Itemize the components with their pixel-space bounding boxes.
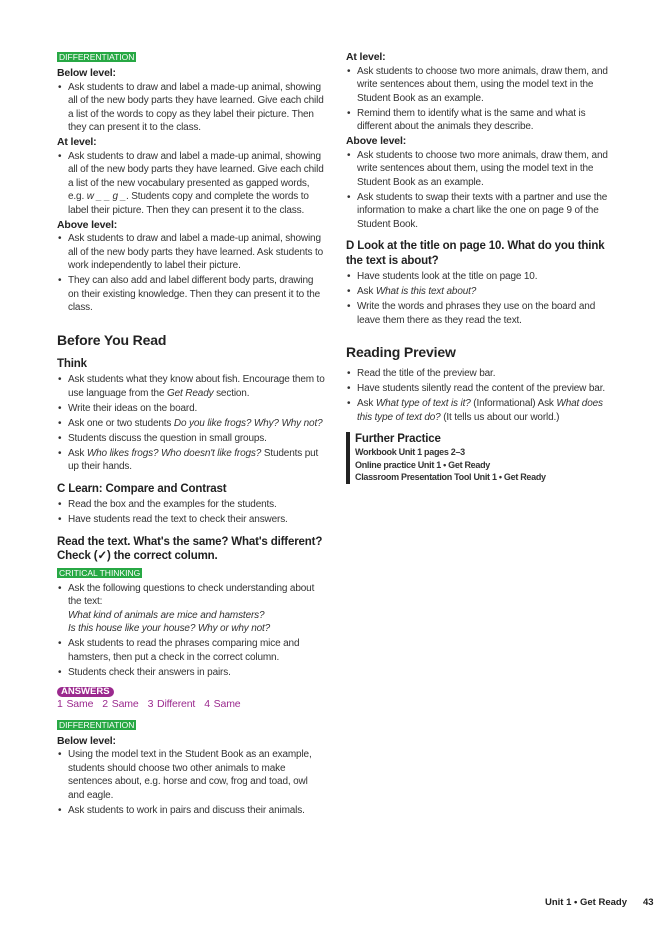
page-number: 43: [642, 897, 654, 908]
text-segment: Ask students to choose two more animals, draw them, and write sentences about them, using the model text in the Student Book as an example.: [357, 65, 608, 104]
list-item: [57, 274, 325, 315]
answer-item: 3 Different: [147, 698, 196, 710]
list-item: [57, 432, 325, 446]
text-segment: Ask the following questions to check understanding about the text:: [68, 582, 315, 607]
further-practice-line: Workbook Unit 1 pages 2–3: [355, 447, 465, 457]
list-item: [57, 582, 325, 636]
text-segment: (It tells us about our world.): [440, 411, 560, 423]
text-segment: Read the title of the preview bar.: [357, 368, 496, 379]
text-segment: Remind them to identify what is the same and what is different about the animals they describe.: [357, 107, 586, 132]
text-segment: Is this house like your house? Why or why not?: [68, 623, 271, 634]
text-segment: Do you like frogs? Why? Why not?: [173, 417, 323, 429]
text-segment: Ask students what they know about fish. Encourage them to use language from the: [68, 374, 325, 399]
list-item: [57, 417, 325, 431]
text-segment: What is this text about?: [375, 286, 477, 297]
list-item: [346, 270, 618, 284]
level-heading: Below level:: [57, 734, 116, 747]
tag-wrap: [57, 50, 325, 66]
list-item: [57, 373, 325, 400]
bullet-list: [57, 498, 325, 527]
level-heading: Above level:: [346, 135, 407, 147]
text-segment: Have students silently read the content of the preview bar.: [357, 383, 605, 394]
tag-wrap: [57, 681, 325, 699]
text-segment: (Informational) Ask: [470, 398, 557, 409]
text-segment: Write the words and phrases they use on the board and leave them there as they read the text.: [357, 301, 596, 326]
text-segment: Ask: [357, 398, 376, 409]
text-segment: Ask students to swap their texts with a partner and use the information to make a chart like the one on page 9 of the Student Book.: [357, 191, 608, 230]
tag-wrap: [57, 566, 325, 582]
tag-wrap: [57, 718, 325, 734]
text-segment: Ask students to work in pairs and discuss their animals.: [68, 804, 305, 816]
text-segment: . Students copy and complete the words to label their picture. Then they can present it to the class.: [68, 191, 309, 216]
further-practice-title: Further Practice: [355, 433, 441, 445]
further-practice-line: Online practice Unit 1 • Get Ready: [355, 459, 490, 470]
text-segment: What type of text is it?: [375, 398, 471, 409]
bullet-list: [57, 373, 325, 474]
list-item: [57, 81, 325, 135]
text-segment: Ask students to draw and label a made-up animal, showing all of the new body parts they have learned. Ask students to work independently to label their picture.: [68, 233, 324, 271]
activity-heading: D Look at the title on page 10. What do you think the text is about?: [346, 240, 605, 267]
text-segment: Write their ideas on the board.: [68, 402, 198, 414]
list-item: [57, 666, 325, 680]
text-segment: Ask students to read the phrases comparing mice and hamsters, then put a check in the correct column.: [68, 638, 300, 663]
text-segment: Students check their answers in pairs.: [68, 666, 231, 678]
text-segment: Ask one or two students: [68, 417, 174, 429]
section-tag: CRITICAL THINKING: [59, 567, 141, 578]
text-segment: Read the box and the examples for the students.: [68, 499, 277, 510]
list-item: [346, 149, 618, 190]
bullet-list: [346, 65, 618, 134]
list-item: [346, 367, 618, 381]
answers-tag: ANSWERS: [57, 687, 114, 697]
list-item: [346, 300, 618, 327]
list-item: [346, 397, 618, 424]
bullet-list: [346, 367, 618, 424]
page-footer: [545, 897, 654, 908]
text-segment: Students put up their hands.: [68, 447, 319, 472]
list-item: [57, 748, 325, 802]
activity-heading: Read the text. What's the same? What's different? Check (✓) the correct column.: [57, 535, 323, 562]
level-heading: Below level:: [57, 67, 116, 79]
further-practice-box: [346, 432, 618, 484]
bullet-list: [57, 748, 325, 817]
text-segment: What does this type of text do?: [357, 398, 603, 423]
activity-heading: C Learn: Compare and Contrast: [57, 482, 227, 495]
list-item: [57, 637, 325, 664]
text-segment: Ask students to draw and label a made-up animal, showing all of the new body parts they have learned. Give each child a list of the words to copy as they label their picture. Then they can present it to the class.: [68, 81, 324, 133]
further-practice-line: Classroom Presentation Tool Unit 1 • Get Ready: [355, 472, 546, 482]
bullet-list: [57, 150, 325, 218]
left-column: [57, 50, 325, 819]
list-item: [346, 382, 618, 396]
level-heading: At level:: [346, 51, 386, 63]
list-item: [57, 447, 325, 474]
text-segment: Have students look at the title on page 10.: [357, 271, 538, 282]
section-tag: DIFFERENTIATION: [59, 719, 135, 730]
text-segment: Ask: [357, 286, 376, 297]
text-segment: section.: [213, 387, 250, 399]
answers-list: [57, 698, 325, 712]
list-item: [346, 285, 618, 299]
bullet-list: [346, 270, 618, 327]
list-item: [57, 498, 325, 512]
list-item: [57, 232, 325, 273]
text-segment: Ask students to choose two more animals, draw them, and write sentences about them, using the model text in the Student Book as an example.: [357, 149, 608, 188]
section-tag: DIFFERENTIATION: [59, 52, 135, 62]
list-item: [57, 150, 325, 218]
text-segment: Ask students to draw and label a made-up animal, showing all of the new body parts they have learned. Give each child a list of the new vocabulary presented as gapped words, e.g.: [68, 150, 324, 202]
bullet-list: [57, 582, 325, 680]
answer-item: 2 Same: [102, 698, 139, 710]
text-segment: Get Ready: [167, 387, 214, 399]
section-title: Reading Preview: [346, 344, 456, 360]
text-segment: What kind of animals are mice and hamsters?: [68, 609, 265, 621]
list-item: [57, 804, 325, 818]
list-item: [346, 65, 618, 106]
answer-item: 4 Same: [204, 698, 241, 710]
bullet-list: [57, 232, 325, 315]
bullet-list: [346, 149, 618, 232]
answer-item: 1 Same: [57, 698, 94, 710]
list-item: [346, 191, 618, 232]
text-segment: w _ _ g _: [86, 191, 126, 202]
footer-unit: Unit 1 • Get Ready: [545, 897, 627, 908]
section-title: Before You Read: [57, 331, 167, 348]
text-segment: They can also add and label different body parts, drawing on their existing knowledge. Then they can present it to the class.: [68, 275, 321, 313]
text-segment: Have students read the text to check their answers.: [68, 514, 288, 525]
text-segment: Who likes frogs? Who doesn't like frogs?: [86, 447, 262, 459]
list-item: [57, 402, 325, 416]
right-column: [346, 50, 618, 484]
activity-heading: Think: [57, 357, 87, 370]
level-heading: At level:: [57, 136, 97, 148]
text-segment: Ask: [68, 447, 87, 459]
text-segment: Students discuss the question in small groups.: [68, 432, 267, 444]
list-item: [346, 107, 618, 134]
text-segment: Using the model text in the Student Book as an example, students should choose two other animals to make sentences about, e.g. horse and cow, frog and toad, owl and eagle.: [68, 749, 312, 801]
level-heading: Above level:: [57, 218, 118, 231]
bullet-list: [57, 81, 325, 135]
list-item: [57, 513, 325, 527]
